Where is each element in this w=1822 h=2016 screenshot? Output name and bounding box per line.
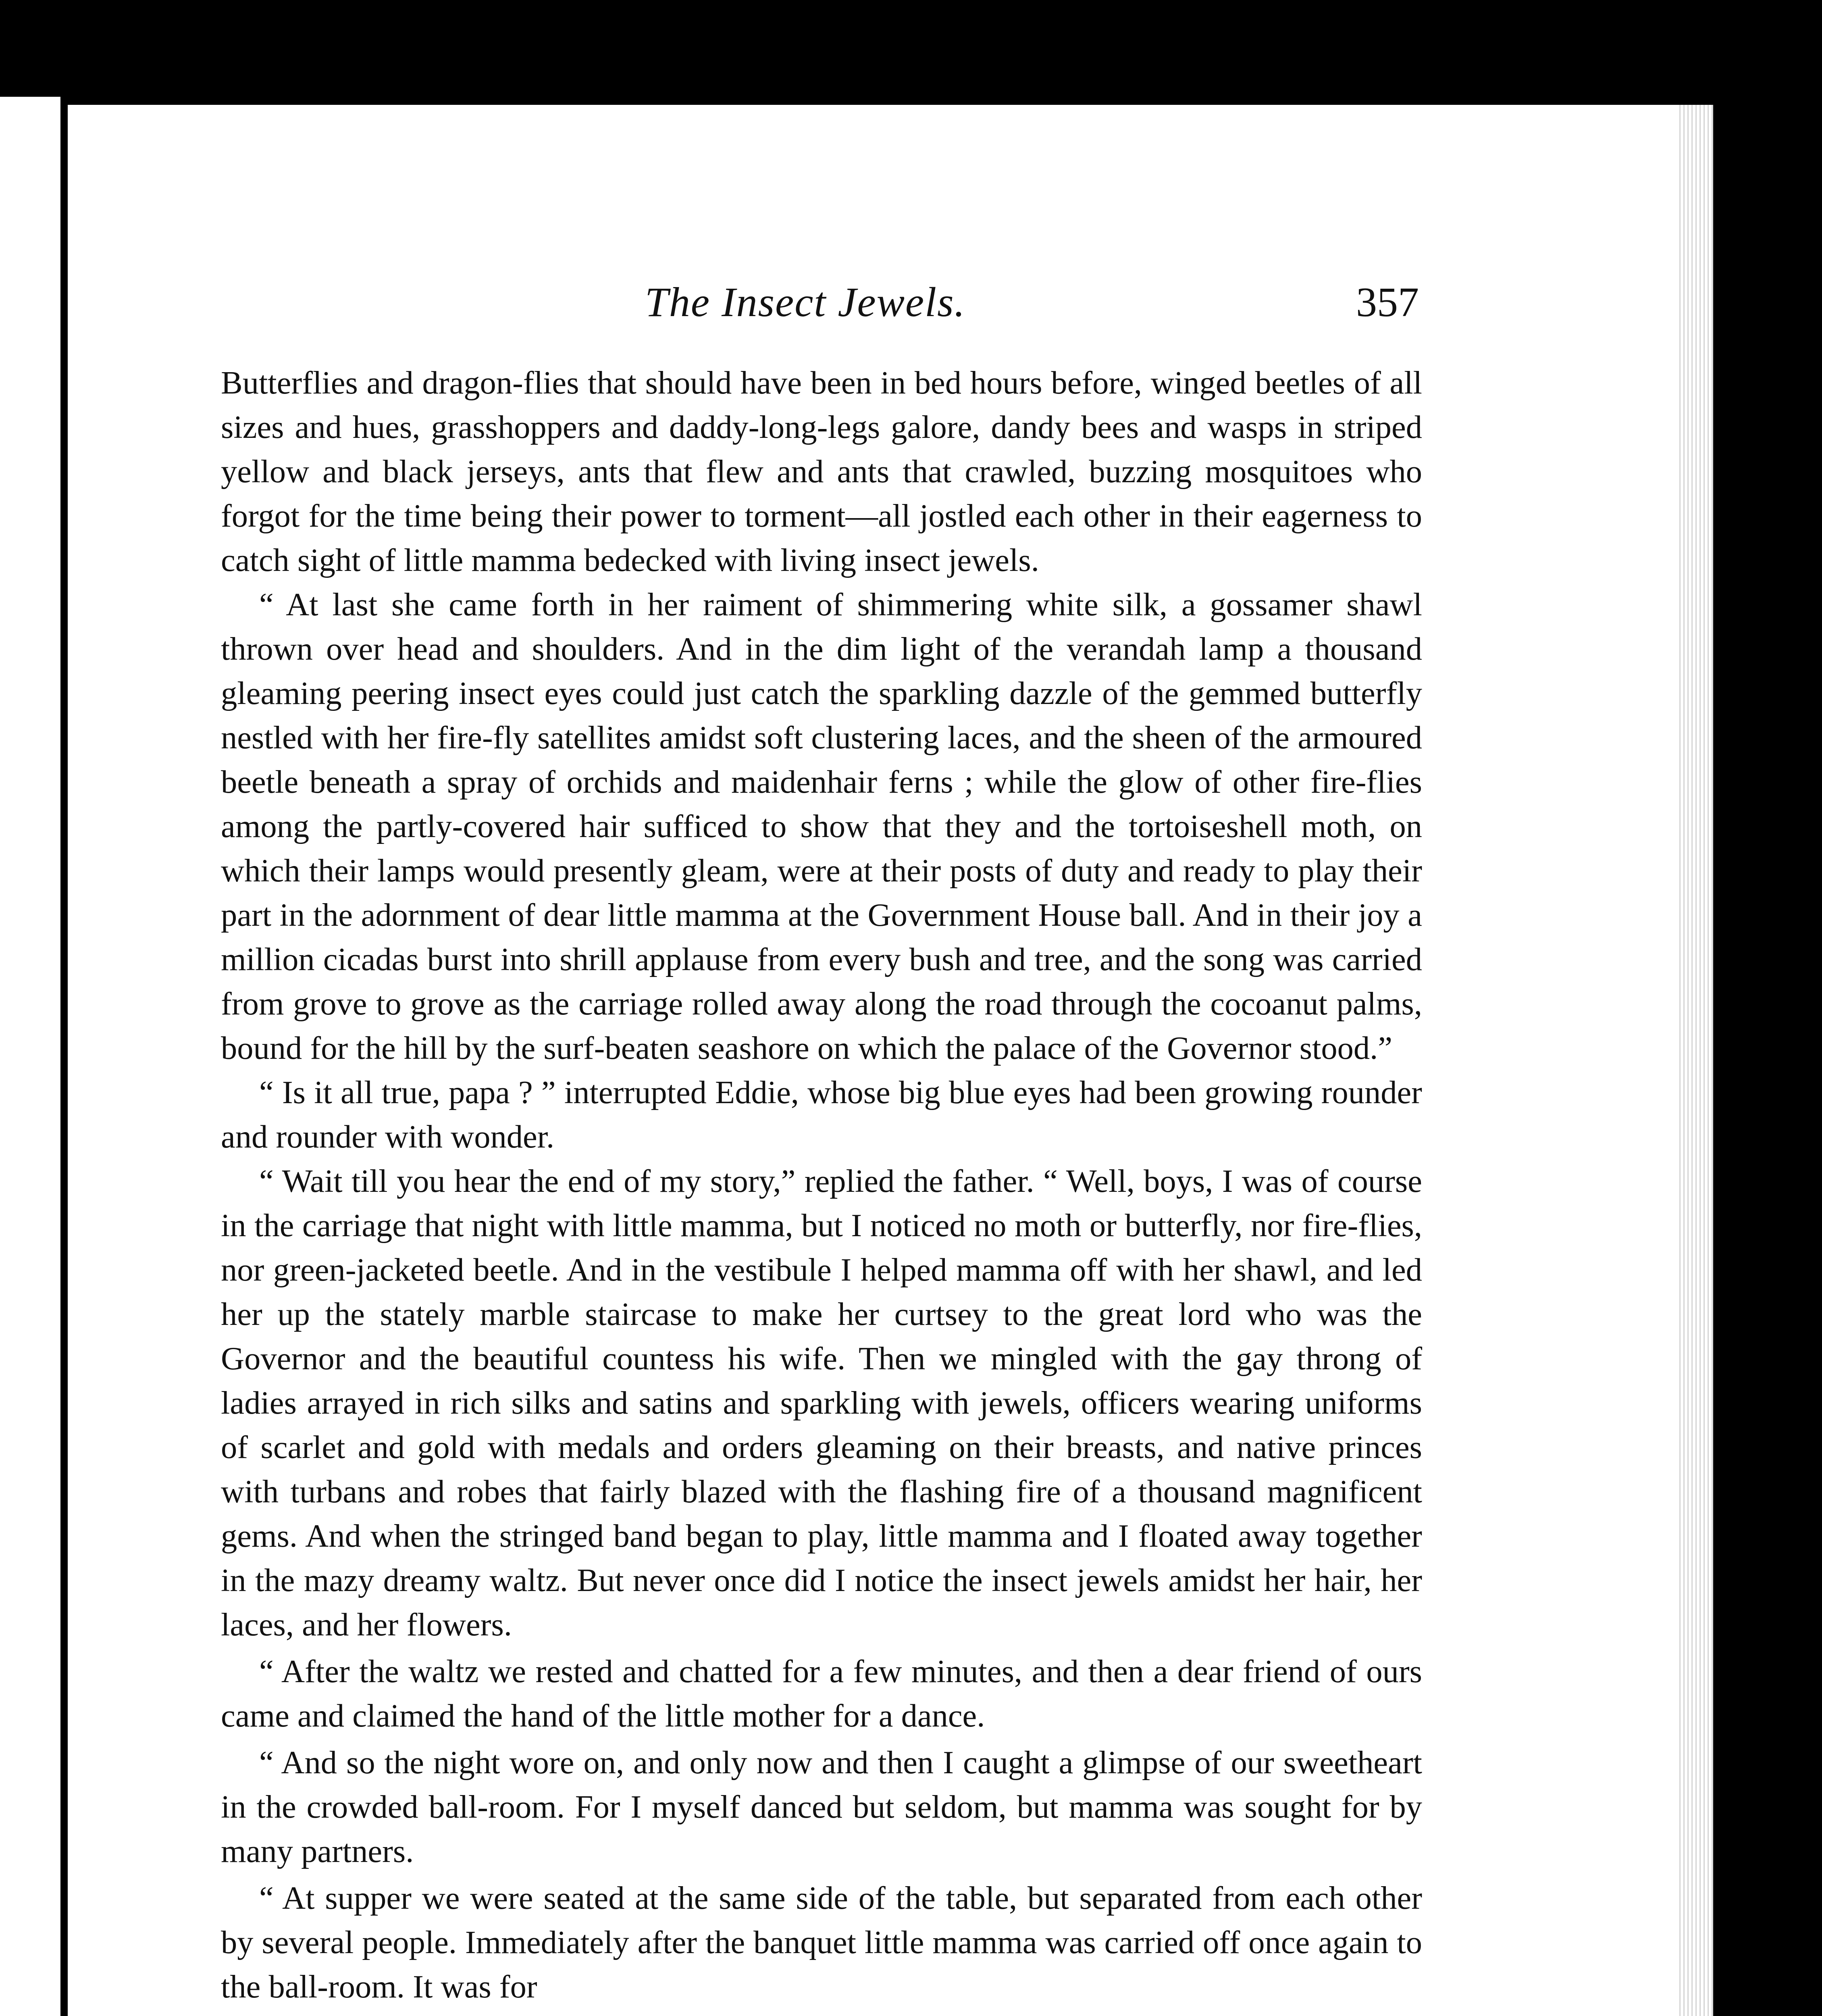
paragraph: “ And so the night wore on, and only now and then I caught a glimpse of our sweetheart in the crowded ball-room. For I myself danced but seldom, but mamma was sought for by many partners.	[221, 1745, 1422, 1869]
chapter-title: The Insect Jewels.	[645, 279, 966, 325]
running-head	[218, 278, 1419, 343]
paragraph: “ Wait till you hear the end of my story,” replied the father. “ Well, boys, I was of course in the carriage that night with little mamma, but I noticed no moth or butterfly, nor fire-flies, nor green-jacketed beetle. And in the vestibule I helped mamma off with her shawl, and led her up the stately marble staircase to make her curtsey to the great lord who was the Governor and the beautiful countess his wife. Then we mingled with the gay throng of ladies arrayed in rich silks and satins and sparkling with jewels, officers wearing uniforms of scarlet and gold with medals and orders gleaming on their breasts, and native princes with turbans and robes that fairly blazed with the flashing fire of a thousand magnificent gems. And when the stringed band began to play, little mamma and I floated away together in the mazy dreamy waltz. But never once did I notice the insect jewels amidst her hair, her laces, and her flowers.	[221, 1163, 1422, 1643]
page-fore-edge	[1677, 105, 1713, 2016]
paragraph: “ At last she came forth in her raiment of shimmering white silk, a gossamer shawl thrown over head and shoulders. And in the dim light of the verandah lamp a thousand gleaming peering insect eyes could just catch the sparkling dazzle of the gemmed butterfly nestled with her fire-fly satellites amidst soft clustering laces, and the sheen of the armoured beetle beneath a spray of orchids and maidenhair ferns ; while the glow of other fire-flies among the partly-covered hair sufficed to show that they and the tortoiseshell moth, on which their lamps would presently gleam, were at their posts of duty and ready to play their part in the adornment of dear little mamma at the Government House ball. And in their joy a million cicadas burst into shrill applause from every bush and tree, and the song was carried from grove to grove as the carriage rolled away along the road through the cocoanut palms, bound for the hill by the surf-beaten seashore on which the palace of the Governor stood.”	[221, 587, 1422, 1066]
body-text	[221, 361, 1422, 2009]
paragraph: “ Is it all true, papa ? ” interrupted Eddie, whose big blue eyes had been growing rounder and rounder with wonder.	[221, 1075, 1422, 1155]
paragraph: Butterflies and dragon-flies that should have been in bed hours before, winged beetles of all sizes and hues, grasshoppers and daddy-long-legs galore, dandy bees and wasps in striped yellow and black jerseys, ants that flew and ants that crawled, buzzing mosquitoes who forgot for the time being their power to torment—all jostled each other in their eagerness to catch sight of little mamma bedecked with living insect jewels.	[221, 365, 1422, 578]
facing-page-edge	[0, 97, 66, 2016]
paragraph: “ At supper we were seated at the same side of the table, but separated from each other by several people. Immediately after the banquet little mamma was carried off once again to the ball-room. It was for	[221, 1880, 1422, 2005]
paragraph: “ After the waltz we rested and chatted for a few minutes, and then a dear friend of ours came and claimed the hand of the little mother for a dance.	[221, 1654, 1422, 1734]
page-number: 357	[1356, 279, 1419, 325]
